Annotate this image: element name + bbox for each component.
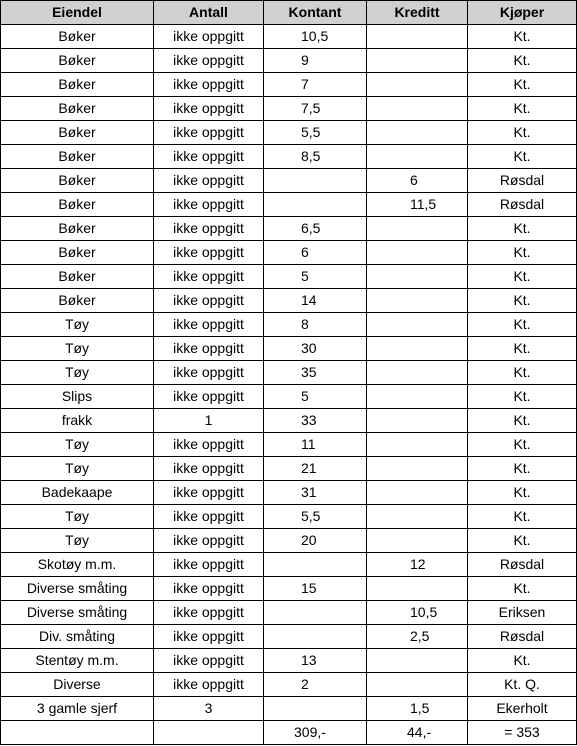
cell-kjoper: Kt. Q.: [468, 673, 577, 697]
cell-kreditt: [367, 529, 468, 553]
table-row: [1, 505, 577, 529]
cell-antall: ikke oppgitt: [154, 73, 264, 97]
cell-antall: ikke oppgitt: [154, 289, 264, 313]
cell-kjoper: Kt.: [468, 385, 577, 409]
cell-kreditt: 6: [367, 169, 468, 193]
header-kontant: Kontant: [264, 1, 367, 25]
table-row: [1, 169, 577, 193]
cell-antall: ikke oppgitt: [154, 385, 264, 409]
cell-kontant: 5: [264, 265, 367, 289]
cell-kontant: [264, 553, 367, 577]
cell-kreditt: [367, 409, 468, 433]
cell-kjoper: Kt.: [468, 409, 577, 433]
cell-antall: ikke oppgitt: [154, 217, 264, 241]
cell-kontant: 6: [264, 241, 367, 265]
cell-kontant: 2: [264, 673, 367, 697]
cell-kreditt: [367, 577, 468, 601]
cell-eiendel: Bøker: [1, 193, 154, 217]
cell-kreditt: [367, 265, 468, 289]
totals-row: [1, 721, 577, 745]
cell-kontant: 7: [264, 73, 367, 97]
cell-antall: ikke oppgitt: [154, 25, 264, 49]
table-row: [1, 121, 577, 145]
cell-kjoper: Kt.: [468, 145, 577, 169]
cell-kontant: 6,5: [264, 217, 367, 241]
table-row: [1, 649, 577, 673]
cell-kreditt: [367, 217, 468, 241]
cell-kreditt: [367, 457, 468, 481]
cell-eiendel: Bøker: [1, 121, 154, 145]
cell-eiendel: Bøker: [1, 145, 154, 169]
cell-kreditt: 2,5: [367, 625, 468, 649]
cell-antall: ikke oppgitt: [154, 337, 264, 361]
cell-kontant: 9: [264, 49, 367, 73]
cell-kreditt: [367, 73, 468, 97]
cell-kontant: 10,5: [264, 25, 367, 49]
cell-kjoper: Kt.: [468, 241, 577, 265]
header-row: [1, 1, 577, 25]
cell-antall: ikke oppgitt: [154, 313, 264, 337]
cell-antall: 3: [154, 697, 264, 721]
cell-kjoper: Kt.: [468, 49, 577, 73]
cell-kreditt: 10,5: [367, 601, 468, 625]
cell-kreditt: [367, 241, 468, 265]
table-row: [1, 601, 577, 625]
cell-eiendel: Slips: [1, 385, 154, 409]
table-row: [1, 457, 577, 481]
cell-kreditt: [367, 385, 468, 409]
cell-antall: ikke oppgitt: [154, 505, 264, 529]
cell-eiendel: Bøker: [1, 217, 154, 241]
table-row: [1, 265, 577, 289]
cell-kjoper: Ekerholt: [468, 697, 577, 721]
header-kreditt: Kreditt: [367, 1, 468, 25]
cell-kontant: 14: [264, 289, 367, 313]
cell-kontant: 20: [264, 529, 367, 553]
cell-kontant: 8,5: [264, 145, 367, 169]
cell-antall: 1: [154, 409, 264, 433]
header-kjoper: Kjøper: [468, 1, 577, 25]
cell-kreditt: [367, 97, 468, 121]
cell-kjoper: Kt.: [468, 505, 577, 529]
cell-kreditt: 11,5: [367, 193, 468, 217]
cell-eiendel: Bøker: [1, 25, 154, 49]
cell-kjoper: Kt.: [468, 481, 577, 505]
cell-eiendel: Tøy: [1, 529, 154, 553]
cell-kjoper: Kt.: [468, 289, 577, 313]
cell-antall: ikke oppgitt: [154, 265, 264, 289]
cell-kreditt: [367, 649, 468, 673]
cell-kjoper: Røsdal: [468, 169, 577, 193]
cell-antall: ikke oppgitt: [154, 145, 264, 169]
cell-eiendel: Tøy: [1, 433, 154, 457]
cell-antall: ikke oppgitt: [154, 193, 264, 217]
total-kreditt: 44,-: [367, 721, 468, 745]
table-row: [1, 553, 577, 577]
cell-antall: ikke oppgitt: [154, 169, 264, 193]
cell-kontant: 5,5: [264, 121, 367, 145]
cell-kontant: [264, 193, 367, 217]
cell-kjoper: Røsdal: [468, 553, 577, 577]
table-row: [1, 73, 577, 97]
cell-kjoper: Kt.: [468, 73, 577, 97]
cell-kontant: 7,5: [264, 97, 367, 121]
cell-eiendel: Bøker: [1, 97, 154, 121]
cell-antall: ikke oppgitt: [154, 553, 264, 577]
header-antall: Antall: [154, 1, 264, 25]
cell-eiendel: Diverse småting: [1, 601, 154, 625]
cell-kontant: 5,5: [264, 505, 367, 529]
cell-kjoper: Kt.: [468, 457, 577, 481]
cell-kontant: 11: [264, 433, 367, 457]
cell-antall: ikke oppgitt: [154, 49, 264, 73]
cell-antall: ikke oppgitt: [154, 481, 264, 505]
table-row: [1, 25, 577, 49]
cell-antall: ikke oppgitt: [154, 673, 264, 697]
cell-kreditt: 1,5: [367, 697, 468, 721]
cell-kontant: 5: [264, 385, 367, 409]
cell-kreditt: 12: [367, 553, 468, 577]
cell-kreditt: [367, 505, 468, 529]
cell-kreditt: [367, 361, 468, 385]
cell-kjoper: Røsdal: [468, 625, 577, 649]
cell-eiendel: Tøy: [1, 313, 154, 337]
cell-antall: ikke oppgitt: [154, 601, 264, 625]
cell-kjoper: Kt.: [468, 337, 577, 361]
table-row: [1, 217, 577, 241]
cell-kreditt: [367, 49, 468, 73]
cell-antall: ikke oppgitt: [154, 649, 264, 673]
cell-eiendel: Bøker: [1, 73, 154, 97]
cell-kontant: 33: [264, 409, 367, 433]
cell-kreditt: [367, 289, 468, 313]
table-row: [1, 409, 577, 433]
cell-eiendel: Tøy: [1, 337, 154, 361]
table-row: [1, 361, 577, 385]
cell-kreditt: [367, 25, 468, 49]
cell-eiendel: Tøy: [1, 505, 154, 529]
cell-kjoper: Kt.: [468, 433, 577, 457]
cell-eiendel: Bøker: [1, 289, 154, 313]
cell-antall: ikke oppgitt: [154, 361, 264, 385]
table-body: [1, 25, 577, 721]
cell-kreditt: [367, 145, 468, 169]
cell-kjoper: Kt.: [468, 361, 577, 385]
cell-antall: ikke oppgitt: [154, 241, 264, 265]
total-kontant: 309,-: [264, 721, 367, 745]
cell-kreditt: [367, 673, 468, 697]
cell-kreditt: [367, 433, 468, 457]
cell-kreditt: [367, 121, 468, 145]
cell-kontant: [264, 697, 367, 721]
table-row: [1, 625, 577, 649]
cell-kjoper: Røsdal: [468, 193, 577, 217]
cell-eiendel: frakk: [1, 409, 154, 433]
cell-eiendel: Bøker: [1, 265, 154, 289]
table-row: [1, 241, 577, 265]
table-row: [1, 145, 577, 169]
table-row: [1, 577, 577, 601]
cell-kjoper: Kt.: [468, 25, 577, 49]
cell-antall: ikke oppgitt: [154, 577, 264, 601]
table-row: [1, 49, 577, 73]
cell-eiendel: Bøker: [1, 241, 154, 265]
cell-kontant: [264, 625, 367, 649]
cell-kreditt: [367, 481, 468, 505]
cell-kontant: 21: [264, 457, 367, 481]
cell-kjoper: Kt.: [468, 121, 577, 145]
cell-eiendel: Skotøy m.m.: [1, 553, 154, 577]
cell-kreditt: [367, 337, 468, 361]
cell-kjoper: Kt.: [468, 265, 577, 289]
cell-kreditt: [367, 313, 468, 337]
table-row: [1, 385, 577, 409]
cell-kjoper: Eriksen: [468, 601, 577, 625]
table-row: [1, 697, 577, 721]
total-antall: [154, 721, 264, 745]
header-eiendel: Eiendel: [1, 1, 154, 25]
cell-eiendel: Tøy: [1, 361, 154, 385]
table-row: [1, 97, 577, 121]
cell-kjoper: Kt.: [468, 529, 577, 553]
cell-kontant: 8: [264, 313, 367, 337]
cell-eiendel: Badekaape: [1, 481, 154, 505]
cell-kontant: 15: [264, 577, 367, 601]
cell-antall: ikke oppgitt: [154, 529, 264, 553]
table-row: [1, 193, 577, 217]
cell-eiendel: Bøker: [1, 169, 154, 193]
cell-eiendel: Stentøy m.m.: [1, 649, 154, 673]
table-row: [1, 673, 577, 697]
table-row: [1, 529, 577, 553]
cell-eiendel: Diverse: [1, 673, 154, 697]
cell-kjoper: Kt.: [468, 577, 577, 601]
table-row: [1, 289, 577, 313]
cell-antall: ikke oppgitt: [154, 433, 264, 457]
cell-eiendel: 3 gamle sjerf: [1, 697, 154, 721]
cell-eiendel: Div. småting: [1, 625, 154, 649]
cell-antall: ikke oppgitt: [154, 625, 264, 649]
cell-kjoper: Kt.: [468, 313, 577, 337]
cell-kontant: [264, 169, 367, 193]
cell-eiendel: Bøker: [1, 49, 154, 73]
total-eiendel: [1, 721, 154, 745]
cell-kontant: 35: [264, 361, 367, 385]
table-row: [1, 337, 577, 361]
cell-antall: ikke oppgitt: [154, 457, 264, 481]
cell-eiendel: Diverse småting: [1, 577, 154, 601]
cell-kjoper: Kt.: [468, 97, 577, 121]
cell-kontant: 30: [264, 337, 367, 361]
cell-kontant: 31: [264, 481, 367, 505]
total-sum: = 353: [468, 721, 577, 745]
table-row: [1, 433, 577, 457]
cell-kontant: [264, 601, 367, 625]
cell-kjoper: Kt.: [468, 649, 577, 673]
cell-eiendel: Tøy: [1, 457, 154, 481]
cell-antall: ikke oppgitt: [154, 121, 264, 145]
table-row: [1, 481, 577, 505]
table-row: [1, 313, 577, 337]
cell-antall: ikke oppgitt: [154, 97, 264, 121]
cell-kontant: 13: [264, 649, 367, 673]
cell-kjoper: Kt.: [468, 217, 577, 241]
